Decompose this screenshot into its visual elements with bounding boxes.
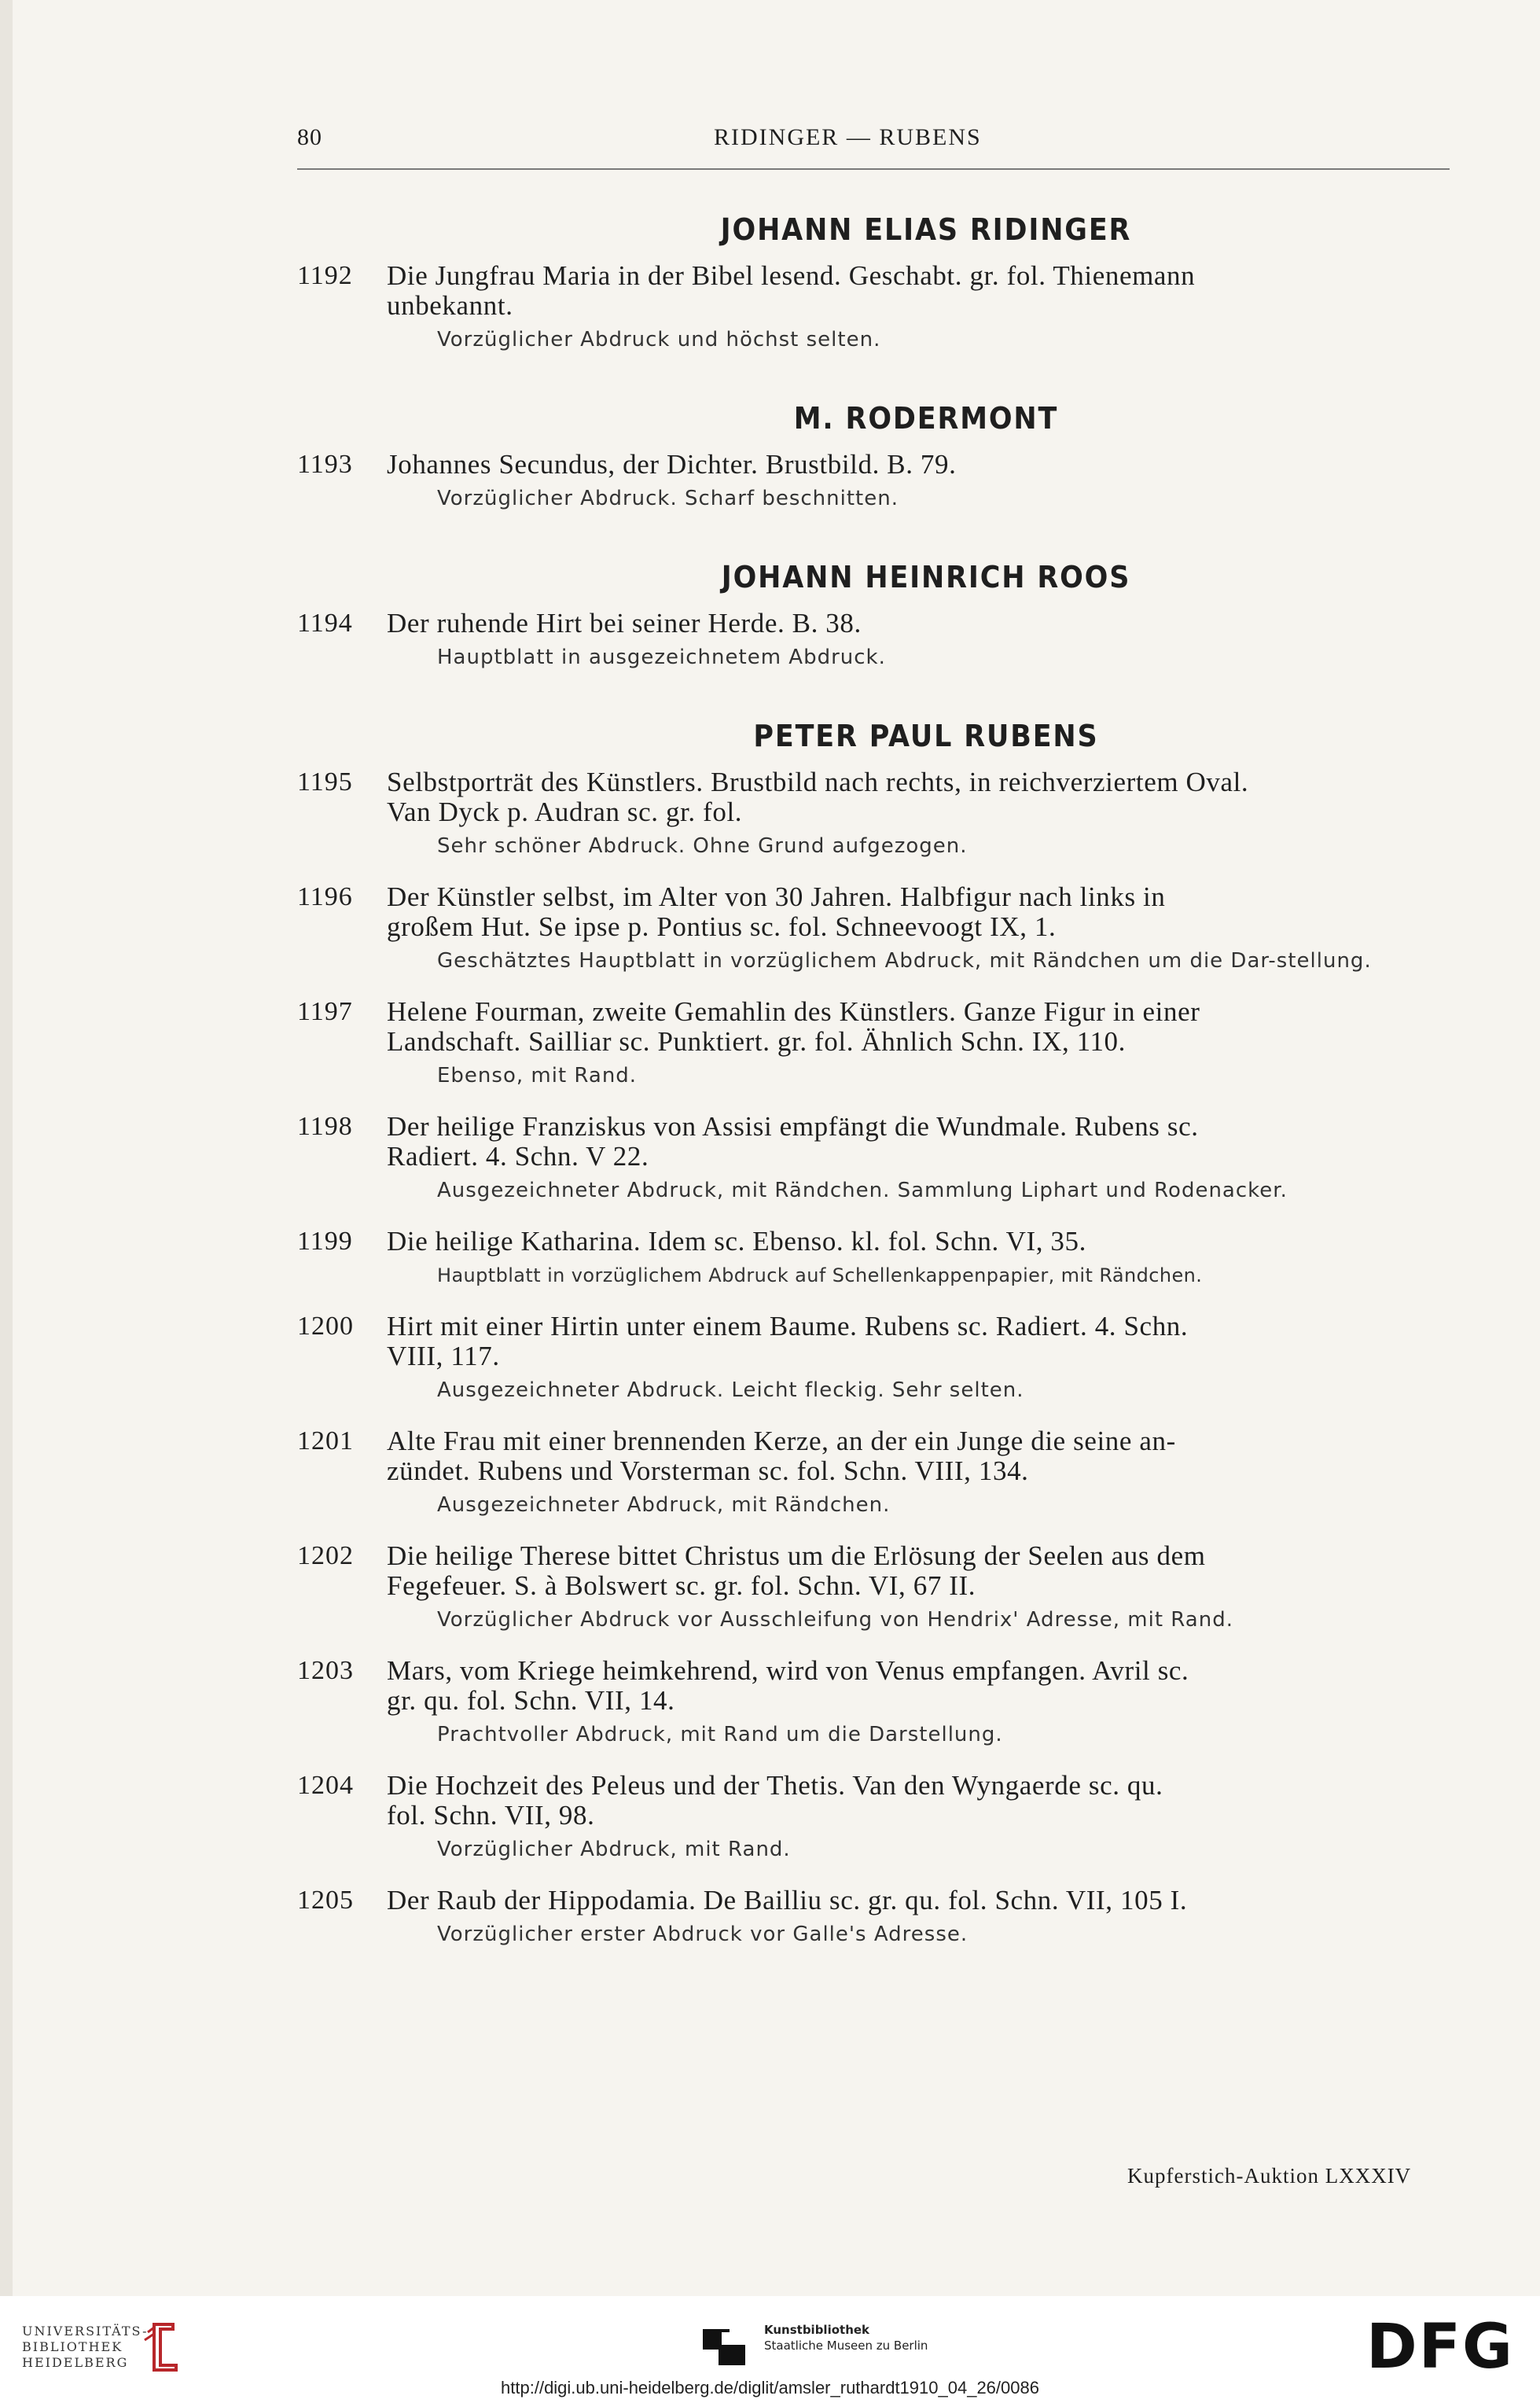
entry-note: Vorzüglicher Abdruck, mit Rand. [437, 1838, 791, 1861]
entry-number: 1200 [297, 1312, 354, 1341]
entry-text [387, 261, 1468, 321]
artist-section [297, 401, 1468, 511]
entry-number: 1198 [297, 1112, 353, 1141]
entry-line: Der heilige Franziskus von Assisi empfängt die Wundmale. Rubens sc. [387, 1111, 1199, 1142]
entry-number: 1205 [297, 1886, 354, 1915]
entry-number: 1204 [297, 1771, 354, 1800]
catalog-entry [297, 882, 1468, 973]
entry-line: Helene Fourman, zweite Gemahlin des Künstlers. Ganze Figur in einer [387, 996, 1200, 1027]
entry-number: 1196 [297, 882, 353, 911]
catalog-entry [297, 1426, 1468, 1518]
entry-line: unbekannt. [387, 290, 513, 321]
catalog-entry [297, 997, 1468, 1088]
header-rule [297, 168, 1450, 170]
entry-text [387, 1112, 1468, 1172]
entry-text [387, 1656, 1468, 1716]
entry-number: 1197 [297, 997, 353, 1026]
entry-text [387, 1312, 1468, 1371]
entry-note: Vorzüglicher erster Abdruck vor Galle's Adresse. [437, 1923, 968, 1946]
entry-note: Ausgezeichneter Abdruck. Leicht fleckig. Sehr selten. [437, 1378, 1024, 1402]
university-library-label [22, 2324, 148, 2371]
entry-line: VIII, 117. [387, 1341, 500, 1371]
entry-text [387, 767, 1468, 827]
entry-line: Van Dyck p. Audran sc. gr. fol. [387, 797, 743, 827]
entry-line: Selbstporträt des Künstlers. Brustbild nach rechts, in reichverziertem Oval. [387, 767, 1249, 797]
entry-note: Ausgezeichneter Abdruck, mit Rändchen. [437, 1493, 891, 1517]
university-logo-icon [138, 2320, 186, 2372]
page-url[interactable]: http://digi.ub.uni-heidelberg.de/diglit/amsler_ruthardt1910_04_26/0086 [501, 2378, 1039, 2397]
entry-text [387, 997, 1468, 1057]
artist-section [297, 212, 1468, 352]
dfg-logo: DFG [1366, 2312, 1515, 2383]
entry-number: 1202 [297, 1541, 354, 1570]
catalog-content [297, 204, 1468, 1947]
artist-section [297, 560, 1468, 670]
entry-text [387, 1227, 1468, 1257]
page-edge [0, 0, 13, 2296]
entry-note: Geschätztes Hauptblatt in vorzüglichem Abdruck, mit Rändchen um die Dar-stellung. [437, 949, 1372, 973]
entry-line: Radiert. 4. Schn. V 22. [387, 1141, 649, 1172]
entry-line: Landschaft. Sailliar sc. Punktiert. gr. fol. Ähnlich Schn. IX, 110. [387, 1026, 1126, 1057]
entry-line: Der Raub der Hippodamia. De Bailliu sc. gr. qu. fol. Schn. VII, 105 I. [387, 1885, 1188, 1915]
kb-subtitle: Staatliche Museen zu Berlin [764, 2339, 928, 2353]
catalog-entry [297, 261, 1468, 352]
entry-note: Sehr schöner Abdruck. Ohne Grund aufgezogen. [437, 834, 968, 858]
entry-line: fol. Schn. VII, 98. [387, 1800, 595, 1831]
entry-note: Prachtvoller Abdruck, mit Rand um die Darstellung. [437, 1723, 1003, 1746]
entry-note: Hauptblatt in vorzüglichem Abdruck auf Schellenkappenpapier, mit Rändchen. [437, 1264, 1203, 1286]
entry-number: 1195 [297, 767, 353, 797]
running-header [297, 124, 1476, 164]
entry-line: Der ruhende Hirt bei seiner Herde. B. 38. [387, 608, 862, 638]
entry-line: Der Künstler selbst, im Alter von 30 Jahren. Halbfigur nach links in [387, 881, 1166, 912]
catalog-entry [297, 609, 1468, 670]
catalog-entry [297, 450, 1468, 511]
catalog-entry [297, 1227, 1468, 1288]
entry-line: gr. qu. fol. Schn. VII, 14. [387, 1685, 675, 1716]
entry-text [387, 882, 1468, 942]
catalog-mark: Kupferstich-Auktion LXXXIV [1127, 2164, 1412, 2188]
entry-number: 1194 [297, 609, 353, 638]
artist-heading: PETER PAUL RUBENS [753, 719, 1099, 753]
entry-line: Die Jungfrau Maria in der Bibel lesend. Geschabt. gr. fol. Thienemann [387, 260, 1196, 291]
entry-text [387, 450, 1468, 480]
entry-line: großem Hut. Se ipse p. Pontius sc. fol. Schneevoogt IX, 1. [387, 911, 1057, 942]
entry-number: 1193 [297, 450, 353, 479]
kunstbibliothek-label [764, 2322, 928, 2353]
entry-number: 1201 [297, 1426, 354, 1455]
entry-number: 1203 [297, 1656, 354, 1685]
entry-line: Fegefeuer. S. à Bolswert sc. gr. fol. Schn. VI, 67 II. [387, 1570, 976, 1601]
ub-line: UNIVERSITÄTS- [22, 2324, 149, 2339]
catalog-entry [297, 1541, 1468, 1632]
entry-line: Die Hochzeit des Peleus und der Thetis. Van den Wyngaerde sc. qu. [387, 1770, 1163, 1801]
entry-number: 1192 [297, 261, 353, 290]
entry-note: Hauptblatt in ausgezeichnetem Abdruck. [437, 646, 886, 669]
catalog-entry [297, 1312, 1468, 1403]
entry-text [387, 1886, 1468, 1915]
entry-note: Vorzüglicher Abdruck und höchst selten. [437, 328, 881, 351]
running-title: RIDINGER — RUBENS [714, 124, 982, 150]
ub-line: BIBLIOTHEK [22, 2339, 123, 2354]
artist-heading: JOHANN ELIAS RIDINGER [720, 212, 1132, 247]
entry-text [387, 1541, 1468, 1601]
entry-line: Die heilige Therese bittet Christus um die Erlösung der Seelen aus dem [387, 1540, 1206, 1571]
catalog-entry [297, 1771, 1468, 1862]
kunstbibliothek-logo-icon [703, 2321, 756, 2368]
entry-line: Johannes Secundus, der Dichter. Brustbild. B. 79. [387, 449, 957, 480]
entry-line: zündet. Rubens und Vorsterman sc. fol. Schn. VIII, 134. [387, 1455, 1029, 1486]
ub-line: HEIDELBERG [22, 2355, 129, 2370]
entry-note: Vorzüglicher Abdruck. Scharf beschnitten. [437, 487, 899, 510]
catalog-entry [297, 1112, 1468, 1203]
artist-heading: JOHANN HEINRICH ROOS [721, 560, 1131, 594]
kb-name: Kunstbibliothek [764, 2323, 870, 2337]
catalog-entry [297, 1886, 1468, 1947]
artist-section [297, 719, 1468, 1947]
catalog-entry [297, 1656, 1468, 1747]
entry-text [387, 1771, 1468, 1831]
entry-text [387, 1426, 1468, 1486]
entry-note: Ausgezeichneter Abdruck, mit Rändchen. Sammlung Liphart und Rodenacker. [437, 1179, 1288, 1202]
entry-note: Vorzüglicher Abdruck vor Ausschleifung von Hendrix' Adresse, mit Rand. [437, 1608, 1233, 1632]
entry-line: Hirt mit einer Hirtin unter einem Baume. Rubens sc. Radiert. 4. Schn. [387, 1311, 1189, 1341]
entry-text [387, 609, 1468, 638]
page-number: 80 [297, 124, 322, 150]
entry-line: Die heilige Katharina. Idem sc. Ebenso. kl. fol. Schn. VI, 35. [387, 1226, 1086, 1257]
entry-note: Ebenso, mit Rand. [437, 1064, 638, 1087]
entry-number: 1199 [297, 1227, 353, 1256]
entry-line: Mars, vom Kriege heimkehrend, wird von Venus empfangen. Avril sc. [387, 1655, 1189, 1686]
artist-heading: M. RODERMONT [793, 401, 1059, 436]
entry-line: Alte Frau mit einer brennenden Kerze, an der ein Junge die seine an- [387, 1426, 1176, 1456]
catalog-entry [297, 767, 1468, 859]
